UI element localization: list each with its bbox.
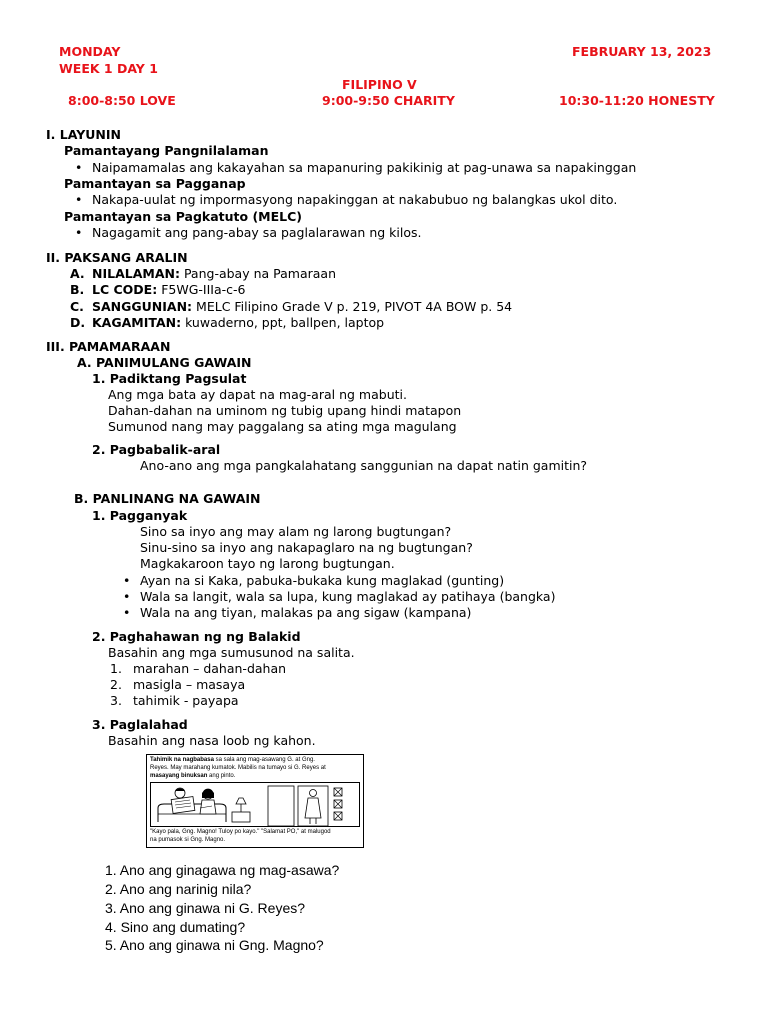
- item-letter: A.: [70, 266, 85, 281]
- layunin-bullet-2: • Nakapa-uulat ng impormasyong napakinggan at nakabubuo ng balangkas ukol dito.: [92, 192, 617, 208]
- padiktang-line-1: Ang mga bata ay dapat na mag-aral ng mabuti.: [108, 387, 407, 402]
- bugtong-bullet-3: • Wala na ang tiyan, malakas pa ang sigaw (kampana): [140, 605, 471, 621]
- story-illustration: [150, 782, 360, 827]
- balakid-item-1: [110, 661, 286, 677]
- item-value: MELC Filipino Grade V p. 219, PIVOT 4A BOW p. 54: [196, 299, 513, 314]
- paksang-item-b: [70, 282, 245, 298]
- pagganyak-line-1: Sino sa inyo ang may alam ng larong bugtungan?: [140, 524, 452, 539]
- question-3: 3. Ano ang ginawa ni G. Reyes?: [105, 900, 306, 916]
- layunin-bullet-1: • Naipamamalas ang kakayahan sa mapanuring pakikinig at pag-unawa sa napakinggan: [92, 160, 636, 176]
- item-text: tahimik - payapa: [133, 693, 239, 708]
- session-love: 8:00-8:50 LOVE: [68, 93, 176, 108]
- bugtong-bullet-2: • Wala sa langit, wala sa lupa, kung maglakad ay patihaya (bangka): [140, 589, 555, 605]
- week-label: WEEK 1 DAY 1: [59, 61, 158, 76]
- story-line-1: [150, 757, 315, 765]
- story-caption-1: "Kayo pala, Gng. Magno! Tuloy po kayo." "Salamat PO," at malugod: [150, 829, 331, 835]
- story-line-3-rest: ang pinto.: [207, 773, 236, 779]
- balakid-item-3: [110, 693, 239, 709]
- date-label: FEBRUARY 13, 2023: [572, 44, 712, 59]
- item-text: masigla – masaya: [133, 677, 246, 692]
- item-letter: D.: [70, 315, 86, 330]
- item-label: KAGAMITAN:: [92, 315, 182, 330]
- paksang-aralin-heading: II. PAKSANG ARALIN: [46, 250, 188, 265]
- item-number: 2.: [110, 677, 122, 692]
- balik-aral-line: Ano-ano ang mga pangkalahatang sanggunian na dapat natin gamitin?: [140, 458, 588, 473]
- story-line-3: [150, 773, 235, 781]
- pagganyak-line-2: Sinu-sino sa inyo ang nakapaglaro na ng bugtungan?: [140, 540, 473, 555]
- layunin-title-3: Pamantayan sa Pagkatuto (MELC): [64, 209, 302, 224]
- item-number: 1.: [110, 661, 122, 676]
- padiktang-line-3: Sumunod nang may paggalang sa ating mga magulang: [108, 419, 457, 434]
- item-letter: B.: [70, 282, 85, 297]
- panimulang-gawain-heading: A. PANIMULANG GAWAIN: [77, 355, 252, 370]
- session-charity: 9:00-9:50 CHARITY: [322, 93, 455, 108]
- balakid-intro: Basahin ang mga sumusunod na salita.: [108, 645, 355, 660]
- paglalahad-intro: Basahin ang nasa loob ng kahon.: [108, 733, 316, 748]
- pamamaraan-heading: III. PAMAMARAAN: [46, 339, 171, 354]
- story-line-2: Reyes. May marahang kumatok. Mabilis na tumayo si G. Reyes at: [150, 765, 326, 771]
- panlinang-gawain-heading: B. PANLINANG NA GAWAIN: [74, 491, 261, 506]
- item-number: 3.: [110, 693, 122, 708]
- padiktang-line-2: Dahan-dahan na uminom ng tubig upang hindi matapon: [108, 403, 462, 418]
- balik-aral-title: 2. Pagbabalik-aral: [92, 442, 221, 457]
- question-2: 2. Ano ang narinig nila?: [105, 881, 252, 897]
- item-value: F5WG-IIIa-c-6: [161, 282, 246, 297]
- paglalahad-title: 3. Paglalahad: [92, 717, 188, 732]
- subject-label: FILIPINO V: [342, 77, 417, 92]
- bugtong-bullet-1: • Ayan na si Kaka, pabuka-bukaka kung maglakad (gunting): [140, 573, 504, 589]
- layunin-title-1: Pamantayang Pangnilalaman: [64, 143, 269, 158]
- layunin-bullet-3: • Nagagamit ang pang-abay sa paglalarawan ng kilos.: [92, 225, 421, 241]
- paksang-item-c: [70, 299, 512, 315]
- story-box: [146, 754, 364, 848]
- layunin-heading: I. LAYUNIN: [46, 127, 121, 142]
- balakid-item-2: [110, 677, 245, 693]
- item-value: Pang-abay na Pamaraan: [183, 266, 336, 281]
- paksang-item-a: [70, 266, 336, 282]
- pagganyak-title: 1. Pagganyak: [92, 508, 188, 523]
- session-honesty: 10:30-11:20 HONESTY: [559, 93, 715, 108]
- layunin-title-2: Pamantayan sa Pagganap: [64, 176, 246, 191]
- item-label: SANGGUNIAN:: [92, 299, 193, 314]
- story-bold-1: Tahimik na nagbabasa: [150, 757, 214, 763]
- question-5: 5. Ano ang ginawa ni Gng. Magno?: [105, 937, 324, 953]
- item-letter: C.: [70, 299, 84, 314]
- day-label: MONDAY: [59, 44, 121, 59]
- story-caption-2: na pumasok si Gng. Magno.: [150, 837, 226, 843]
- story-bold-2: masayang binuksan: [150, 773, 208, 779]
- story-line-1-rest: sa sala ang mag-asawang G. at Gng.: [213, 757, 315, 763]
- question-1: 1. Ano ang ginagawa ng mag-asawa?: [105, 862, 340, 878]
- paksang-item-d: [70, 315, 384, 331]
- question-4: 4. Sino ang dumating?: [105, 919, 246, 935]
- item-label: LC CODE:: [92, 282, 158, 297]
- item-value: kuwaderno, ppt, ballpen, laptop: [185, 315, 385, 330]
- item-text: marahan – dahan-dahan: [133, 661, 287, 676]
- balakid-title: 2. Paghahawan ng ng Balakid: [92, 629, 301, 644]
- padiktang-title: 1. Padiktang Pagsulat: [92, 371, 247, 386]
- pagganyak-line-3: Magkakaroon tayo ng larong bugtungan.: [140, 556, 395, 571]
- item-label: NILALAMAN:: [92, 266, 180, 281]
